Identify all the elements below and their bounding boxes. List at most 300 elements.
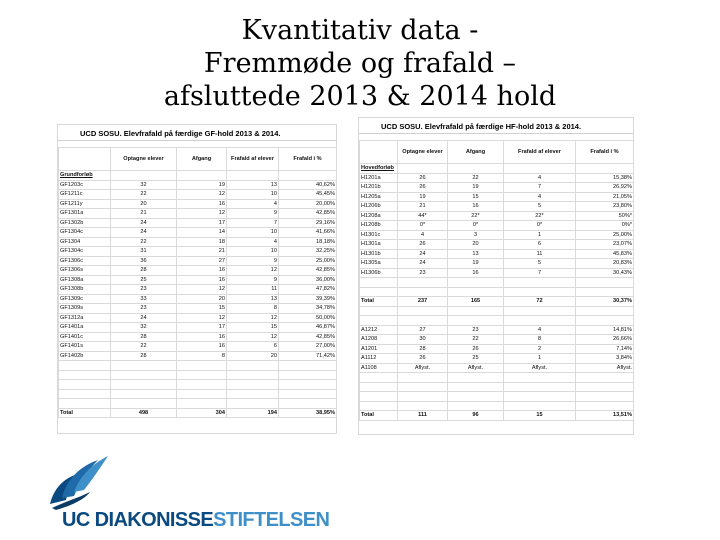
table-cell: 19 (448, 183, 504, 193)
table-cell (227, 370, 279, 380)
table-cell: 28 (398, 344, 448, 354)
table-cell: 10 (227, 190, 279, 200)
table-row (360, 344, 634, 354)
table-cell (504, 401, 576, 411)
table-cell: 38,95% (279, 408, 337, 418)
table-cell: A1208 (360, 335, 398, 345)
table-cell: 15 (448, 192, 504, 202)
table-cell: 24 (111, 228, 177, 238)
table-cell (448, 401, 504, 411)
table-cell: 8 (227, 304, 279, 314)
table-cell: 8 (504, 335, 576, 345)
table-row-empty (360, 316, 634, 326)
table-cell: 12 (227, 313, 279, 323)
table-row-empty (360, 306, 634, 316)
table-cell: 71,42% (279, 351, 337, 361)
table-cell: 237 (398, 297, 448, 307)
logo-wordmark (62, 509, 329, 532)
table-row-empty (59, 370, 337, 380)
table-cell: A1212 (360, 325, 398, 335)
table-cell: 7 (504, 183, 576, 193)
table-cell: 20,83% (576, 259, 634, 269)
table-cell: 19 (177, 180, 227, 190)
table-cell: A1112 (360, 354, 398, 364)
table-cell (59, 389, 111, 399)
table-cell: 42,85% (279, 332, 337, 342)
table-cell: 22 (111, 237, 177, 247)
table-cell: 2 (504, 344, 576, 354)
table-cell: Total (360, 411, 398, 421)
table-cell: 24 (398, 259, 448, 269)
table-cell (576, 287, 634, 297)
table-row-empty (360, 401, 634, 411)
table-cell: 12 (177, 209, 227, 219)
table-total-row (59, 408, 337, 418)
table-cell: 20 (111, 199, 177, 209)
table-row (59, 199, 337, 209)
table-cell: Optagne elever (111, 148, 177, 171)
table-cell: 21 (111, 209, 177, 219)
table-cell (576, 164, 634, 174)
hf-table (359, 140, 634, 421)
table-cell: H1205a (360, 192, 398, 202)
table-cell: 12 (177, 285, 227, 295)
table-row (59, 237, 337, 247)
table-row (360, 335, 634, 345)
table-cell: 11 (227, 285, 279, 295)
table-cell: 14,81% (576, 325, 634, 335)
table-cell: 24 (111, 218, 177, 228)
table-cell: 24 (111, 313, 177, 323)
table-cell: Hovedforløb (360, 164, 398, 174)
table-cell (398, 392, 448, 402)
table-cell: H1208b (360, 221, 398, 231)
table-cell: 15 (227, 323, 279, 333)
table-cell (59, 361, 111, 371)
table-cell: 3,84% (576, 354, 634, 364)
table-cell: 5 (504, 202, 576, 212)
table-cell: GF1302b (59, 218, 111, 228)
table-cell (227, 361, 279, 371)
table-cell: 29,16% (279, 218, 337, 228)
slide-title (0, 14, 720, 113)
table-cell: 4 (227, 237, 279, 247)
table-cell (227, 380, 279, 390)
table-cell (59, 370, 111, 380)
title-line-1: Kvantitativ data - (241, 15, 479, 46)
table-cell: Optagne elever (398, 141, 448, 164)
table-cell: Aflyst. (504, 363, 576, 373)
table-cell: 31 (111, 247, 177, 257)
table-row (59, 190, 337, 200)
table-cell: GF1203c (59, 180, 111, 190)
table-cell: GF1304c (59, 228, 111, 238)
table-cell (59, 399, 111, 409)
table-cell: 304 (177, 408, 227, 418)
table-cell: 26,66% (576, 335, 634, 345)
table-cell: 36 (111, 256, 177, 266)
table-cell: 15,38% (576, 173, 634, 183)
table-group-row (360, 164, 634, 174)
table-cell: 26 (448, 344, 504, 354)
table-row-empty (360, 382, 634, 392)
table-cell: GF1211c (59, 190, 111, 200)
table-row (59, 228, 337, 238)
table-row (360, 240, 634, 250)
table-cell: 6 (504, 240, 576, 250)
table-cell (111, 370, 177, 380)
table-cell: H1201b (360, 183, 398, 193)
table-cell (504, 316, 576, 326)
table-row (360, 268, 634, 278)
table-cell: 4 (504, 192, 576, 202)
table-cell: 15 (177, 304, 227, 314)
table-cell: 9 (227, 256, 279, 266)
table-cell: H1208a (360, 211, 398, 221)
table-cell (448, 373, 504, 383)
table-cell: Aflyst. (398, 363, 448, 373)
table-cell: 4 (398, 230, 448, 240)
table-cell: 20 (177, 294, 227, 304)
table-cell: 22 (111, 190, 177, 200)
table-cell: 26 (398, 173, 448, 183)
table-row (59, 218, 337, 228)
table-cell: 42,85% (279, 266, 337, 276)
table-cell: 111 (398, 411, 448, 421)
table-cell: 28 (111, 332, 177, 342)
table-cell (398, 278, 448, 288)
table-row (59, 342, 337, 352)
table-cell (448, 306, 504, 316)
table-cell (504, 382, 576, 392)
table-cell: 194 (227, 408, 279, 418)
table-cell (448, 278, 504, 288)
table-cell: 10 (227, 228, 279, 238)
table-cell (576, 278, 634, 288)
table-cell (504, 306, 576, 316)
table-cell (398, 164, 448, 174)
table-cell (398, 382, 448, 392)
table-cell (177, 389, 227, 399)
table-cell: 10 (227, 247, 279, 257)
table-cell (111, 171, 177, 181)
sheet-title: UCD SOSU. Elevfrafald på færdige HF-hold 2013 & 2014. (381, 122, 582, 131)
hf-spreadsheet (358, 117, 634, 435)
table-cell: A1201 (360, 344, 398, 354)
table-cell (448, 382, 504, 392)
table-cell: 25,00% (576, 230, 634, 240)
table-cell: 16 (448, 202, 504, 212)
table-cell (227, 171, 279, 181)
table-row (59, 247, 337, 257)
table-cell: 45,45% (279, 190, 337, 200)
table-cell: 16 (177, 199, 227, 209)
table-cell: 22* (504, 211, 576, 221)
table-cell: H1206b (360, 202, 398, 212)
table-cell: 28 (111, 266, 177, 276)
table-row-empty (360, 278, 634, 288)
table-cell: 41,66% (279, 228, 337, 238)
table-cell (111, 380, 177, 390)
table-cell: 23 (111, 285, 177, 295)
table-cell: 0* (398, 221, 448, 231)
table-cell: 12 (227, 266, 279, 276)
table-row (360, 325, 634, 335)
table-cell: 30,37% (576, 297, 634, 307)
table-row (360, 259, 634, 269)
table-cell: 40,62% (279, 180, 337, 190)
table-cell: 14 (177, 228, 227, 238)
table-cell (279, 380, 337, 390)
table-cell (398, 373, 448, 383)
table-cell: 32 (111, 323, 177, 333)
table-row (59, 266, 337, 276)
table-cell: GF1304 (59, 237, 111, 247)
table-cell: 39,39% (279, 294, 337, 304)
table-row (59, 332, 337, 342)
table-cell: 34,78% (279, 304, 337, 314)
table-cell: 16 (177, 275, 227, 285)
table-cell: H1301a (360, 240, 398, 250)
table-cell: 46,87% (279, 323, 337, 333)
table-cell: A1108 (360, 363, 398, 373)
table-cell: Afgang (448, 141, 504, 164)
table-row (360, 211, 634, 221)
table-cell: Total (360, 297, 398, 307)
table-cell: 27 (398, 325, 448, 335)
table-total-row (360, 297, 634, 307)
table-cell (227, 399, 279, 409)
table-row (59, 275, 337, 285)
table-row (59, 323, 337, 333)
table-row (360, 249, 634, 259)
table-cell (177, 380, 227, 390)
table-cell: Aflyst. (576, 363, 634, 373)
table-cell: 19 (448, 259, 504, 269)
table-cell: 45,83% (576, 249, 634, 259)
table-cell: 5 (504, 259, 576, 269)
table-cell: Frafald af elever (504, 141, 576, 164)
table-cell: 36,00% (279, 275, 337, 285)
title-line-2: Fremmøde og frafald – (203, 48, 517, 79)
table-cell: 0%* (576, 221, 634, 231)
table-row (59, 313, 337, 323)
table-cell: 9 (227, 275, 279, 285)
table-cell: GF1309s (59, 304, 111, 314)
table-row (360, 183, 634, 193)
table-cell: 3 (448, 230, 504, 240)
table-cell: 4 (504, 325, 576, 335)
table-cell: 30 (398, 335, 448, 345)
table-cell: 21,05% (576, 192, 634, 202)
table-cell (360, 278, 398, 288)
table-cell: 16 (177, 266, 227, 276)
table-cell: 20 (227, 351, 279, 361)
table-cell: Grundforløb (59, 171, 111, 181)
table-cell: 6 (227, 342, 279, 352)
table-row (360, 221, 634, 231)
table-cell: 26,92% (576, 183, 634, 193)
table-cell: 17 (177, 218, 227, 228)
table-cell (504, 392, 576, 402)
table-cell: 11 (504, 249, 576, 259)
table-cell: 18,18% (279, 237, 337, 247)
table-cell: 17 (177, 323, 227, 333)
table-group-row (59, 171, 337, 181)
table-cell: 50%* (576, 211, 634, 221)
table-cell: 18 (177, 237, 227, 247)
table-row (360, 173, 634, 183)
table-cell: 50,00% (279, 313, 337, 323)
table-cell: 23,80% (576, 202, 634, 212)
table-cell (360, 401, 398, 411)
table-cell (576, 382, 634, 392)
table-cell: 32 (111, 180, 177, 190)
table-cell: 23 (398, 268, 448, 278)
table-header-row (360, 141, 634, 164)
table-row (360, 202, 634, 212)
title-line-3: afsluttede 2013 & 2014 hold (163, 81, 557, 112)
table-cell (360, 306, 398, 316)
table-cell: GF1211y (59, 199, 111, 209)
table-row (360, 354, 634, 364)
table-cell (279, 399, 337, 409)
table-cell (360, 316, 398, 326)
table-cell: 13 (448, 249, 504, 259)
table-row (59, 256, 337, 266)
table-cell (504, 278, 576, 288)
table-cell (448, 392, 504, 402)
table-cell: 33 (111, 294, 177, 304)
table-cell (398, 287, 448, 297)
table-cell (576, 392, 634, 402)
table-cell: 4 (504, 173, 576, 183)
table-cell (448, 287, 504, 297)
table-cell (59, 380, 111, 390)
table-cell: 13 (227, 294, 279, 304)
table-cell: 22 (111, 342, 177, 352)
table-row-empty (59, 389, 337, 399)
table-cell: H1301b (360, 249, 398, 259)
table-cell: 1 (504, 354, 576, 364)
logo-text-part1: UC DIAKONISSE (62, 509, 214, 531)
table-row (59, 285, 337, 295)
table-cell: 1 (504, 230, 576, 240)
table-cell: Frafald i % (279, 148, 337, 171)
table-cell: 16 (177, 332, 227, 342)
table-cell: 25 (448, 354, 504, 364)
table-cell (576, 306, 634, 316)
table-cell: GF1306s (59, 266, 111, 276)
table-cell: 16 (448, 268, 504, 278)
table-cell: 27,00% (279, 342, 337, 352)
table-cell: 0* (448, 221, 504, 231)
table-row (59, 304, 337, 314)
table-row (360, 363, 634, 373)
table-cell: Frafald af elever (227, 148, 279, 171)
table-cell: 72 (504, 297, 576, 307)
table-cell: GF1306c (59, 256, 111, 266)
table-cell: Afgang (177, 148, 227, 171)
table-cell: 16 (177, 342, 227, 352)
table-cell: 12 (177, 313, 227, 323)
table-cell: 23,07% (576, 240, 634, 250)
table-cell (360, 373, 398, 383)
table-cell: 30,43% (576, 268, 634, 278)
table-cell: 7 (504, 268, 576, 278)
table-cell (227, 389, 279, 399)
table-cell: 23 (111, 304, 177, 314)
table-cell: 21 (177, 247, 227, 257)
table-row-empty (59, 399, 337, 409)
table-cell: 22 (448, 335, 504, 345)
table-cell (398, 306, 448, 316)
table-cell: 498 (111, 408, 177, 418)
table-cell (279, 361, 337, 371)
table-cell: 25 (111, 275, 177, 285)
table-cell: 25,00% (279, 256, 337, 266)
table-cell: GF1304c (59, 247, 111, 257)
table-cell (111, 389, 177, 399)
table-cell: 22* (448, 211, 504, 221)
table-cell (111, 361, 177, 371)
table-cell: GF1401s (59, 342, 111, 352)
table-cell: GF1308a (59, 275, 111, 285)
table-cell (360, 382, 398, 392)
table-cell: GF1402b (59, 351, 111, 361)
table-cell: 26 (398, 183, 448, 193)
table-cell: 20,00% (279, 199, 337, 209)
sheet-title: UCD SOSU. Elevfrafald på færdige GF-hold 2013 & 2014. (80, 129, 281, 138)
table-cell: 4 (227, 199, 279, 209)
table-row (59, 351, 337, 361)
table-cell: 0* (504, 221, 576, 231)
table-cell (504, 287, 576, 297)
table-cell: 32,25% (279, 247, 337, 257)
table-cell (111, 399, 177, 409)
table-cell (279, 171, 337, 181)
gf-table (58, 147, 337, 418)
table-cell: H1201a (360, 173, 398, 183)
table-cell: Frafald i % (576, 141, 634, 164)
table-cell: 165 (448, 297, 504, 307)
table-cell: H1301c (360, 230, 398, 240)
table-row-empty (59, 380, 337, 390)
table-row-empty (360, 373, 634, 383)
table-cell (398, 316, 448, 326)
table-cell (360, 287, 398, 297)
table-cell: Aflyst. (448, 363, 504, 373)
table-cell (448, 316, 504, 326)
table-cell: 19 (398, 192, 448, 202)
table-cell (59, 148, 111, 171)
table-cell: 13 (227, 180, 279, 190)
table-row (360, 230, 634, 240)
table-cell (504, 164, 576, 174)
table-cell: 96 (448, 411, 504, 421)
table-cell (398, 401, 448, 411)
table-cell (177, 361, 227, 371)
table-row-empty (360, 392, 634, 402)
table-cell (177, 370, 227, 380)
table-cell (504, 373, 576, 383)
logo-text-part2: STIFTELSEN (213, 509, 330, 531)
table-cell: GF1309c (59, 294, 111, 304)
table-cell (360, 392, 398, 402)
table-cell: Total (59, 408, 111, 418)
table-cell: GF1401c (59, 332, 111, 342)
table-cell (576, 373, 634, 383)
